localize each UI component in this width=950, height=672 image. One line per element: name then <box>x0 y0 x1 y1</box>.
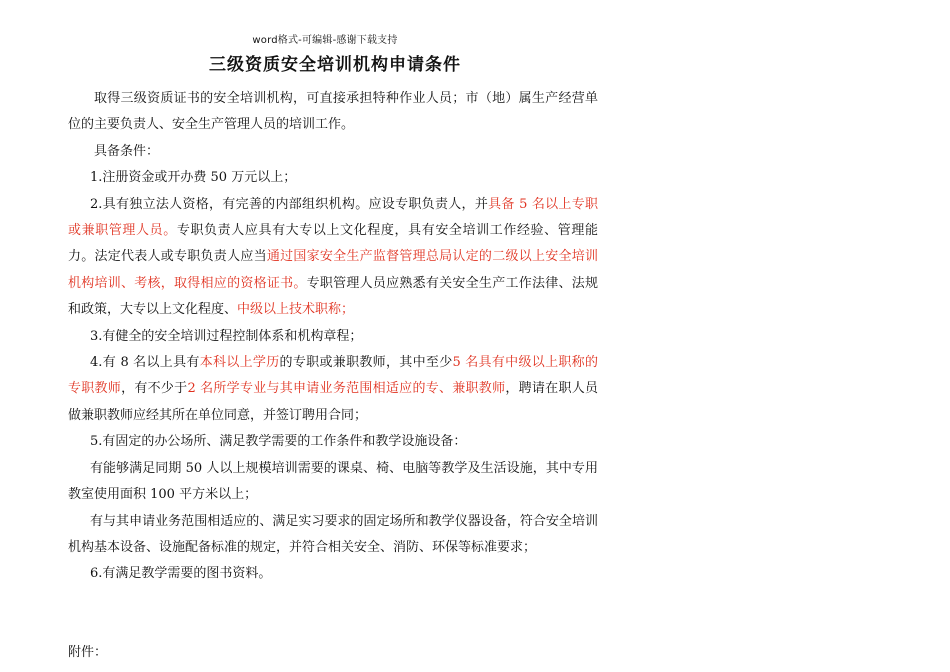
item4-text-a: 4.有 8 名以上具有 <box>90 355 200 371</box>
item2-text-e: 专职管理人员应熟悉有关安全生产工作法律、法规和政策，大专以上文化程度、 <box>68 275 598 318</box>
condition-item-4 <box>68 350 598 429</box>
attachment-label: 附件： <box>68 645 108 660</box>
item2-highlight-d: 通过国家安全生产监督管理总局认定的二级以上安全培训机构培训、考核，取得相应的资格证书。 <box>68 249 598 291</box>
item4-text-c: 的专职或兼职教师，其中至少 <box>279 355 453 371</box>
item2-highlight-b: 具备 5 名以上专职或兼职管理人员。 <box>68 196 598 239</box>
intro-paragraph: 取得三级资质证书的安全培训机构，可直接承担特种作业人员；市（地）属生产经营单位的主要负责人、安全生产管理人员的培训工作。 <box>68 91 598 133</box>
document-body <box>68 86 598 588</box>
header-note: word格式-可编辑-感谢下载支持 <box>252 35 398 46</box>
conditions-heading: 具备条件： <box>94 143 160 159</box>
item4-text-g: ，聘请在职人员做兼职教师应经其所在单位同意，并签订聘用合同； <box>68 381 598 423</box>
condition-item-5-sub-2: 有与其申请业务范围相适应的、满足实习要求的固定场所和教学仪器设备，符合安全培训机构基本设备、设施配备标准的规定，并符合相关安全、消防、环保等标准要求； <box>68 513 598 555</box>
item4-text-e: ，有不少于 <box>121 381 188 397</box>
condition-item-2 <box>68 192 598 324</box>
item4-highlight-f: 2 名所学专业与其申请业务范围相适应的专、兼职教师 <box>187 381 506 397</box>
document-title: 三级资质安全培训机构申请条件 <box>209 55 461 75</box>
condition-item-3: 3.有健全的安全培训过程控制体系和机构章程； <box>90 328 363 344</box>
item2-text-a: 2.具有独立法人资格，有完善的内部组织机构。应设专职负责人，并 <box>90 196 489 212</box>
item4-highlight-b: 本科以上学历 <box>199 355 280 371</box>
item2-text-c: 专职负责人应具有大专以上文化程度，具有安全培训工作经验、管理能力。法定代表人或专职负责人应当 <box>68 223 598 265</box>
item4-highlight-d: 5 名具有中级以上职称的专职教师 <box>68 355 598 397</box>
condition-item-1: 1.注册资金或开办费 50 万元以上； <box>90 170 297 186</box>
condition-item-5-sub-1: 有能够满足同期 50 人以上规模培训需要的课桌、椅、电脑等教学及生活设施，其中专用教室使用面积 100 平方米以上； <box>68 460 598 503</box>
item2-highlight-f: 中级以上技术职称； <box>237 302 355 318</box>
condition-item-5: 5.有固定的办公场所、满足教学需要的工作条件和教学设施设备： <box>90 434 467 450</box>
condition-item-6: 6.有满足教学需要的图书资料。 <box>90 566 272 582</box>
